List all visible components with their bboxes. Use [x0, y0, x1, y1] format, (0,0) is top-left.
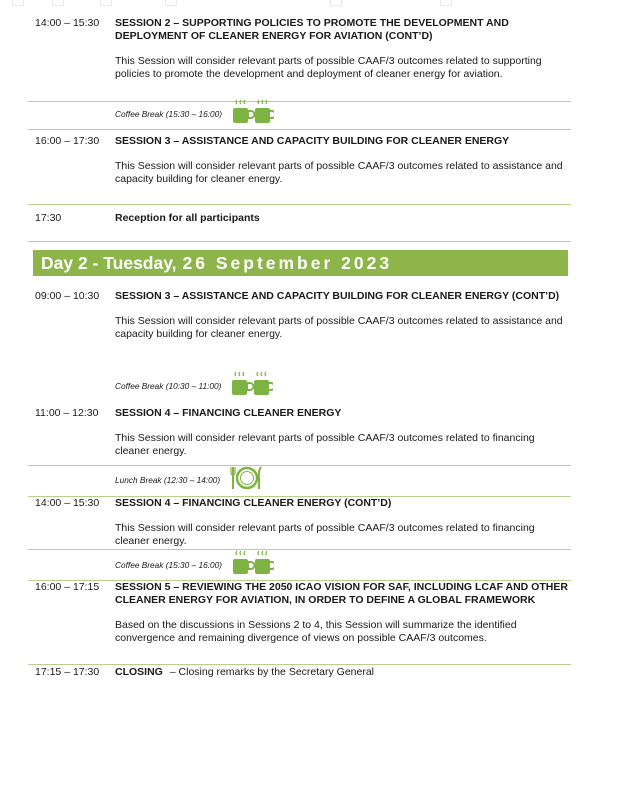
- divider: [28, 241, 571, 242]
- divider: [28, 549, 571, 550]
- toolbar-remnant: [0, 0, 621, 12]
- session-title: SESSION 4 – FINANCING CLEANER ENERGY: [115, 407, 342, 419]
- session-title: SESSION 3 – ASSISTANCE AND CAPACITY BUILDING FOR CLEANER ENERGY (CONT’D): [115, 290, 560, 302]
- session-description: This Session will consider relevant parts of possible CAAF/3 outcomes related to supporting policies to promote the development and deployment of cleaner energy for aviation.: [115, 55, 542, 80]
- session-time: 17:15 – 17:30: [35, 666, 100, 678]
- session-time: 11:00 – 12:30: [35, 407, 99, 419]
- session-description: Based on the discussions in Sessions 2 to 4, this Session will summarize the identified convergence and remaining divergence of views on possible CAAF/3 outcomes.: [115, 619, 517, 644]
- divider: [28, 465, 571, 466]
- session-time: 14:00 – 15:30: [35, 497, 100, 509]
- session-time: 17:30: [35, 212, 62, 224]
- session-description: This Session will consider relevant parts of possible CAAF/3 outcomes related to assistance and capacity building for cleaner energy.: [115, 160, 563, 185]
- break-row: [115, 99, 274, 129]
- break-label: Coffee Break (15:30 – 16:00): [115, 560, 223, 570]
- session-time: 16:00 – 17:30: [35, 135, 100, 147]
- break-label: Coffee Break (10:30 – 11:00): [115, 381, 222, 391]
- coffee-cups-icon: [232, 98, 274, 131]
- coffee-cups-icon: [232, 549, 274, 582]
- break-label: Lunch Break (12:30 – 14:00): [115, 475, 221, 485]
- divider: [28, 664, 571, 665]
- session-title: SESSION 5 – REVIEWING THE 2050 ICAO VISION FOR SAF, INCLUDING LCAF AND OTHER CLEANER ENERGY FOR AVIATION, IN ORDER TO DEFINE A GLOBAL FRAMEWORK: [115, 581, 568, 606]
- divider: [28, 129, 571, 130]
- divider: [28, 101, 571, 102]
- break-row: [115, 465, 264, 495]
- coffee-cups-icon: [231, 370, 273, 403]
- break-row: [115, 550, 274, 580]
- plate-cutlery-icon: [230, 464, 264, 497]
- session-description: This Session will consider relevant parts of possible CAAF/3 outcomes related to financing cleaner energy.: [115, 522, 535, 547]
- session-title: SESSION 3 – ASSISTANCE AND CAPACITY BUILDING FOR CLEANER ENERGY: [115, 135, 510, 147]
- session-title: Reception for all participants: [115, 212, 260, 224]
- session-time: 16:00 – 17:15: [35, 581, 100, 593]
- divider: [28, 204, 571, 205]
- session-title: CLOSING: [115, 666, 163, 678]
- session-description: This Session will consider relevant parts of possible CAAF/3 outcomes related to financing cleaner energy.: [115, 432, 535, 457]
- day-label: Day 2 - Tuesday,: [41, 252, 177, 273]
- day-date: 26 September 2023: [182, 252, 393, 273]
- session-time: 09:00 – 10:30: [35, 290, 100, 302]
- session-subtitle: – Closing remarks by the Secretary General: [169, 666, 375, 678]
- session-title: SESSION 2 – SUPPORTING POLICIES TO PROMOTE THE DEVELOPMENT AND DEPLOYMENT OF CLEANER ENERGY FOR AVIATION (CONT’D): [115, 17, 509, 42]
- session-description: This Session will consider relevant parts of possible CAAF/3 outcomes related to assistance and capacity building for cleaner energy.: [115, 315, 563, 340]
- session-time: 14:00 – 15:30: [35, 17, 100, 29]
- session-title: SESSION 4 – FINANCING CLEANER ENERGY (CONT’D): [115, 497, 392, 509]
- break-row: [115, 371, 273, 401]
- break-label: Coffee Break (15:30 – 16:00): [115, 109, 223, 119]
- day-banner: [33, 250, 568, 276]
